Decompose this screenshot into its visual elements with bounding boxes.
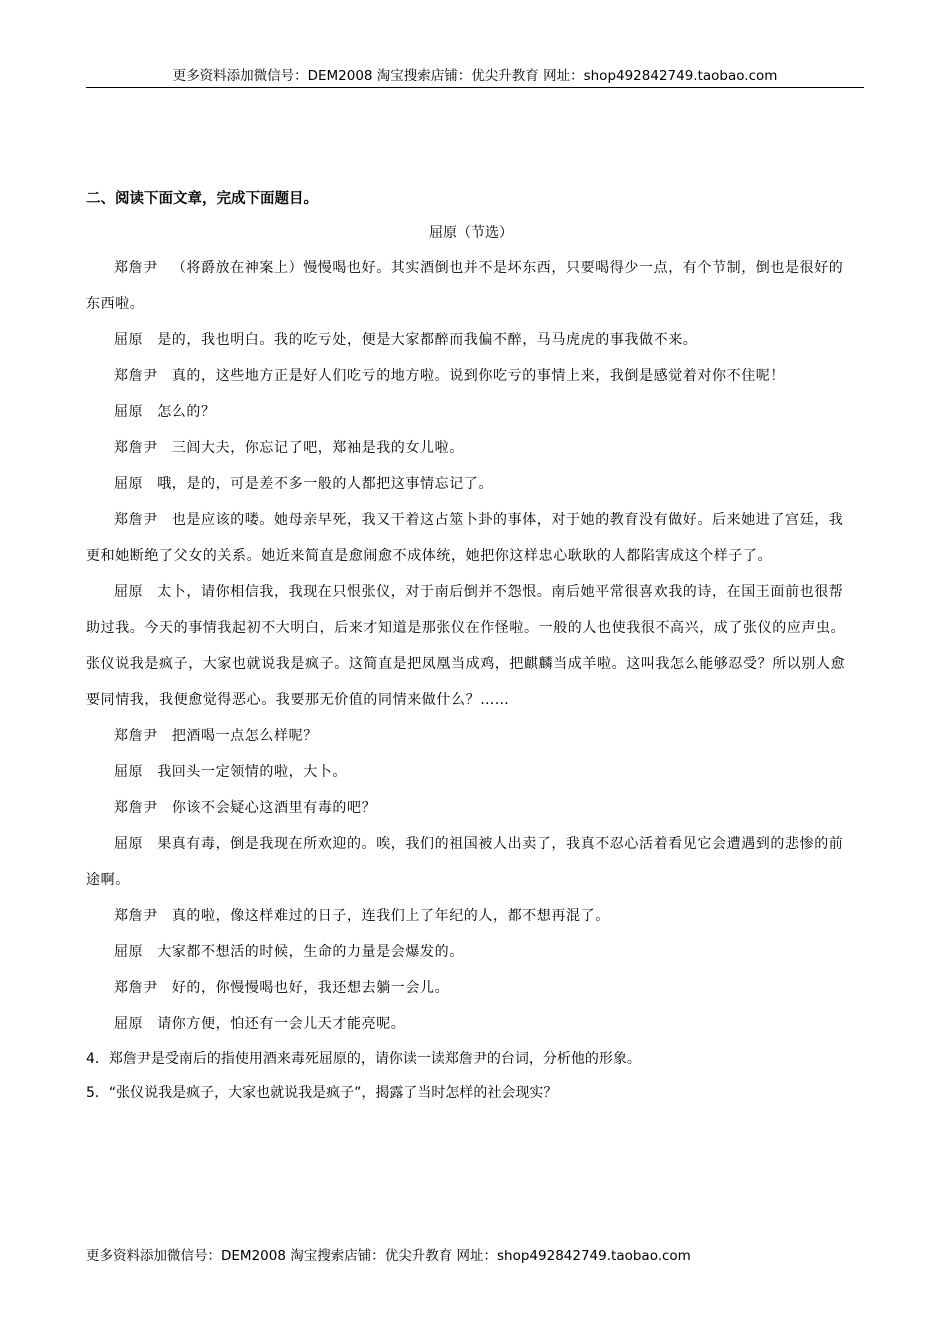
- speaker-name: 屈原: [114, 332, 144, 348]
- dialogue-line: [86, 502, 856, 574]
- dialogue-text: 怎么的？: [157, 404, 216, 420]
- dialogue-line: [86, 718, 856, 754]
- dialogue-text: 好的，你慢慢喝也好，我还想去躺一会儿。: [171, 980, 450, 996]
- speaker-name: 屈原: [114, 476, 144, 492]
- speaker-name: 屈原: [114, 944, 144, 960]
- speaker-name: 郑詹尹: [114, 728, 158, 744]
- dialogue-line: [86, 898, 856, 934]
- speaker-name: 郑詹尹: [114, 512, 158, 528]
- question-5: 5．“张仪说我是疯子，大家也就说我是疯子”，揭露了当时怎样的社会现实？: [86, 1085, 558, 1101]
- speaker-name: 郑詹尹: [114, 800, 158, 816]
- dialogue-text: 请你方便，怕还有一会儿天才能亮呢。: [157, 1016, 406, 1032]
- question-4: 4．郑詹尹是受南后的指使用酒来毒死屈原的，请你读一读郑詹尹的台词，分析他的形象。: [86, 1051, 641, 1067]
- dialogue-line: [86, 430, 856, 466]
- dialogue-line: [86, 1006, 856, 1042]
- page-footer: 更多资料添加微信号：DEM2008 淘宝搜索店铺：优尖升教育 网址：shop492842749.taobao.com: [86, 1248, 691, 1264]
- dialogue-line: [86, 934, 856, 970]
- speaker-name: 屈原: [114, 404, 144, 420]
- dialogue-line: [86, 394, 856, 430]
- dialogue-line: [86, 970, 856, 1006]
- passage-title: 屈原（节选）: [429, 225, 513, 241]
- dialogue-text: 果真有毒，倒是我现在所欢迎的。唉，我们的祖国被人出卖了，我真不忍心活着看见它会遭遇到的悲惨的前途啊。: [86, 836, 844, 888]
- page-header: 更多资料添加微信号：DEM2008 淘宝搜索店铺：优尖升教育 网址：shop492842749.taobao.com: [172, 68, 778, 84]
- dialogue-line: [86, 358, 856, 394]
- dialogue-text: 太卜，请你相信我，我现在只恨张仪，对于南后倒并不怨恨。南后她平常很喜欢我的诗，在国王面前也很帮助过我。今天的事情我起初不大明白，后来才知道是那张仪在作怪啦。一般的人也使我很不高兴，成了张仪的应声虫。张仪说我是疯子，大家也就说我是疯子。这简直是把凤凰当成鸡，把麒麟当成羊啦。这叫我怎么能够忍受？所以别人愈要同情我，我便愈觉得恶心。我要那无价值的同情来做什么？……: [86, 584, 846, 708]
- dialogue-text: 大家都不想活的时候，生命的力量是会爆发的。: [157, 944, 464, 960]
- dialogue-text: 真的啦，像这样难过的日子，连我们上了年纪的人，都不想再混了。: [171, 908, 610, 924]
- dialogue-text: 我回头一定领情的啦，大卜。: [157, 764, 348, 780]
- dialogue-text: 你该不会疑心这酒里有毒的吧？: [171, 800, 377, 816]
- header-divider: [86, 87, 864, 88]
- dialogue-line: [86, 250, 856, 322]
- dialogue-text: 是的，我也明白。我的吃亏处，便是大家都醉而我偏不醉，马马虎虎的事我做不来。: [157, 332, 698, 348]
- speaker-name: 郑詹尹: [114, 980, 158, 996]
- speaker-name: 郑詹尹: [114, 368, 158, 384]
- question-list: [86, 1042, 856, 1110]
- dialogue-line: [86, 322, 856, 358]
- dialogue-text: （将爵放在神案上）慢慢喝也好。其实酒倒也并不是坏东西，只要喝得少一点，有个节制，倒也是很好的东西啦。: [86, 260, 844, 312]
- dialogue-script: [86, 250, 856, 1042]
- dialogue-text: 哦，是的，可是差不多一般的人都把这事情忘记了。: [157, 476, 494, 492]
- dialogue-line: [86, 466, 856, 502]
- dialogue-line: [86, 790, 856, 826]
- dialogue-text: 把酒喝一点怎么样呢？: [171, 728, 318, 744]
- speaker-name: 屈原: [114, 764, 144, 780]
- speaker-name: 郑詹尹: [114, 908, 158, 924]
- dialogue-text: 也是应该的喽。她母亲早死，我又干着这占筮卜卦的事体，对于她的教育没有做好。后来她进了宫廷，我更和她断绝了父女的关系。她近来简直是愈闹愈不成体统，她把你这样忠心耿耿的人都陷害成这个样子了。: [86, 512, 844, 564]
- speaker-name: 屈原: [114, 1016, 144, 1032]
- speaker-name: 屈原: [114, 836, 144, 852]
- dialogue-line: [86, 754, 856, 790]
- section-heading: 二、阅读下面文章，完成下面题目。: [86, 191, 318, 207]
- dialogue-line: [86, 826, 856, 898]
- dialogue-line: [86, 574, 856, 718]
- dialogue-text: 真的，这些地方正是好人们吃亏的地方啦。说到你吃亏的事情上来，我倒是感觉着对你不住呢！: [171, 368, 786, 384]
- speaker-name: 郑詹尹: [114, 260, 158, 276]
- dialogue-text: 三闾大夫，你忘记了吧，郑袖是我的女儿啦。: [171, 440, 464, 456]
- document-body: [86, 182, 856, 1110]
- speaker-name: 郑詹尹: [114, 440, 158, 456]
- speaker-name: 屈原: [114, 584, 144, 600]
